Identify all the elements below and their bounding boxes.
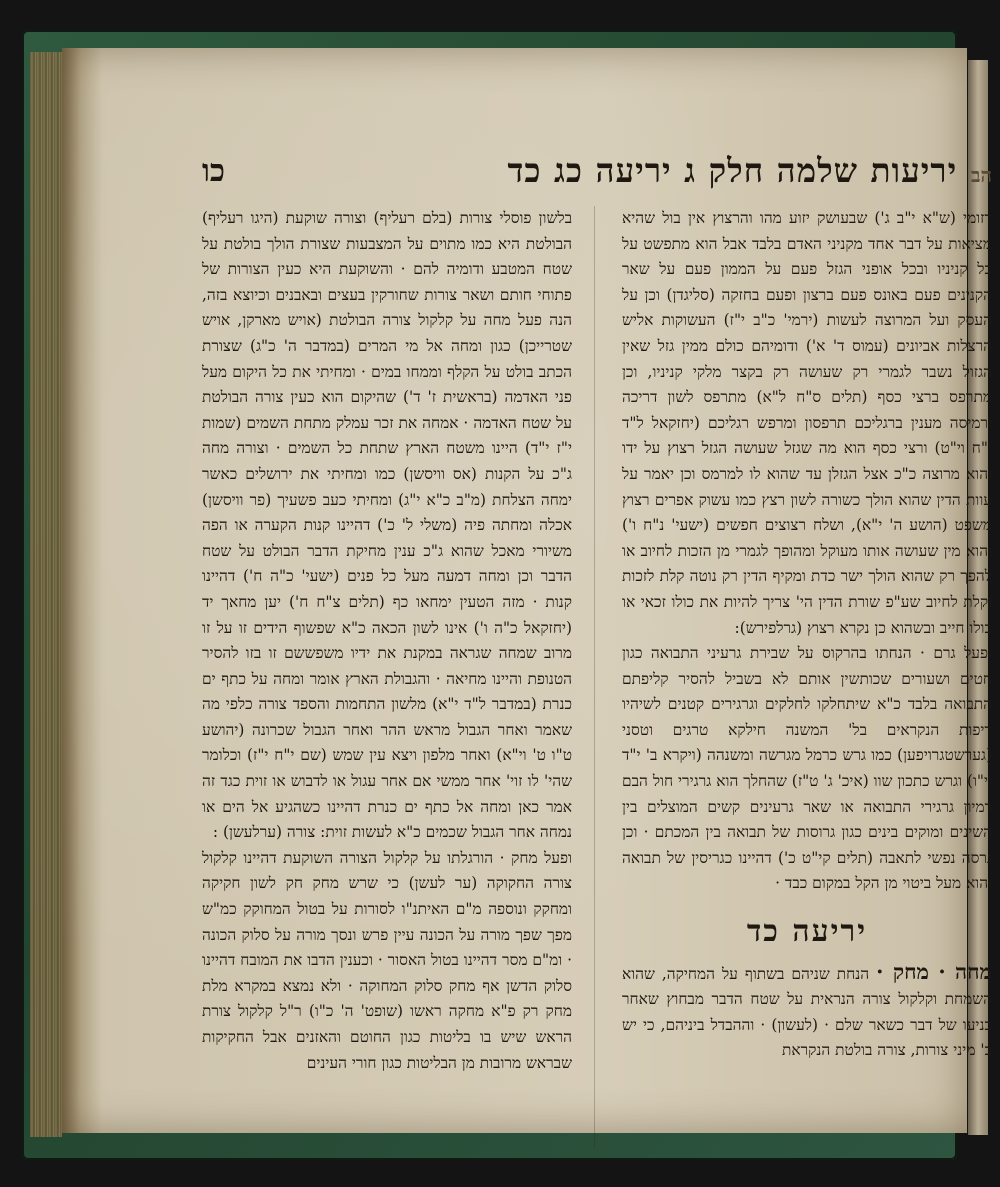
paragraph: רזומי (ש"א י"ב ג') שבעושק יזוע מהו והרצוץ אין בול שהיא מציאות על דבר אחד מקניני האדם בלבד אבל הוא מתפשט על כל קניניו ובכל אופני הגזל פעם על הממון פעם על שאר הקנינים פעם באונס פעם ברצון ופעם בחזקה (סליגדן) וכן על העסק ועל המרוצה לעשות (ירמי' כ"ב י"ז) העשוקות אליש הרצלות אביונים (עמוס ד' א') ודומיהם כולם ממין גזל שאין הגזול נשבר לגמרי רק שעושה רק בקצר מלקי קניניו, וכן מתרפס ברצי כסף (תלים ס"ח ל"א) מתרפס לשון דריכה ורמיסה מענין ברגליכם תרפסון ומרפש רגליכם (יחזקאל ל"ד י"ח וי"ט) ורצי כסף הוא מה שגזל שעושה הגזל רצוץ על ידו והוא מרוצה כ"כ אצל הגזלן עד שהוא לו למרמס וכן יאמר על עוות הדין שהוא הולך כשורה לשון רצץ כמו עשוק אפרים רצוץ משפט (הושע ה' י"א), ושלח רצוצים חפשים (ישעי' נ"ח ו') והוא מין שעושה אותו מעוקל ומהופך לגמרי מן הזכות לחיוב או להפך רק שהוא הולך ישר כדת ומקיף הדין רק נוטה קלת לזכות וקלת לחיוב שע"פ שורת הדין הי' צריך להיות את כולו זכאי או כולו חייב ובשהוא כן נקרא רצוץ (גרלפירש):: [622, 209, 992, 637]
entry-head: מחה · מחק ·: [876, 958, 992, 984]
running-header: [202, 148, 992, 194]
page-block-edge: [30, 52, 62, 1137]
entry-paragraph: [622, 959, 992, 1064]
header-title: [508, 151, 992, 191]
right-column: [622, 206, 992, 1064]
paragraph: ופעל גרם · הנחתו בהרקוס על שבירת גרעיני התבואה כגון חטים ושעורים שכותשין אותם לא בשביל להסיר קליפתם התבואה בלבד כ"א שיתחלקו לחלקים וגרגירים קטנים לשיהיו ריפות הנקראים בל' המשנה חילקא טרגים וטסני (גערשטגרויפען) כמו גרש כרמל מגרשה ומשנהה (ויקרא ב' י"ד וי"ו) וגרש כתכון שוו (איכ' ג' ט"ז) שהחלך הוא גרגירי חול הבם דמיון גרגירי התבואה או שאר גרעינים קשים המוצלים בין השינים ומוקים בינים כגון גרוסות של תבואה בין המכתם · וכן גרסה נפשי לתאבה (תלים קי"ט כ') דהיינו כגריסין של תבואה והוא מעל ביטוי מן הקל במקום כבד ·: [622, 644, 992, 893]
book-page: [62, 48, 992, 1133]
column-divider: [594, 206, 595, 1148]
left-column: [202, 206, 572, 1076]
header-catchword: הב: [970, 163, 992, 187]
page-text-area: [202, 148, 992, 1148]
entry-text: הנחת שניהם בשתוף על המחיקה, שהוא השמחת וקלקול צורה הנראית על שטח הדבר מבחוץ שאחר כניעו של דבר כשאר שלם · (לעשון) · וההבדל ביניהם, כי יש ב' מיני צורות, צורה בולטת הנקראת: [622, 964, 992, 1060]
text-columns: [202, 206, 992, 1148]
paragraph: ופעל מחק · הורגלתו על קלקול הצורה השוקעת דהיינו קלקול צורה החקוקה (ער לעשן) כי שרש מחק חק לשון חקיקה ומחקק ונוספה מ"ם האיתנ"ו לסורות על בטול המחוקק כמ"ש מפך שפך מורה על הכונה עיין פרש ונסך מורה על סלוק הכונה · ומ"ם מסר דהיינו בטול האסור · וכענין הדבו את המובח דהיינו סלוק הדשן אף מחק סלוק המחוקה · ולא נמצא במקרא מלת מחק רק פ"א מחקה ראשו (שופט' ה' כ"ו) ר"ל קלקול צורת הראש שיש בו בליטות כגון החוטם והאזנים אבל החקיקות שבראש מרובות מן הבליטות כגון חורי העינים: [202, 848, 572, 1072]
paragraph: בלשון פוסלי צורות (בלם רעליף) וצורה שוקעת (היגו רעליף) הבולטת היא כמו מתוים על המצבעות שצורת הולך בולטת על שטח המטבע ודומיה להם · והשוקעת היא כעין הצורות של פתוחי חותם ושאר צורות שחורקין בעצים ובאבנים וכיוצא בזה, הנה פעל מחה על קלקול צורה הבולטת (אויש מארקן, אויש שטרייכן) כגון ומחה אל מי המרים (במדבר ה' כ"ג) שצורת הכתב בולט על הקלף וממחו במים · ומחיתי את כל היקום מעל פני האדמה (בראשית ז' ד') שהיקום הוא כעין צורה הבולטת על שטח האדמה · אמחה את זכר עמלק מתחת השמים (שמות י"ז י"ד) היינו משטח הארץ שתחת כל השמים · וצורה מחה ג"כ על הקנות (אס וויסשן) כמו ומחיתי את ירושלים כאשר ימחה הצלחת (מ"ב כ"א י"ג) ומחיתי כעב פשעיך (פר וויסשן) אכלה ומחתה פיה (משלי ל' כ') דהיינו קנות הקערה או הפה משיורי מאכל שהוא ג"כ ענין מחיקת הדבר הבולט על שטח הדבר וכן ומחה דמעה מעל כל פנים (ישעי' כ"ה ח') דהיינו קנות · מזה הטעין ימחאו כף (תלים צ"ח ח') יען מחאך יד (יחזקאל כ"ה ו') אינו לשון הכאה כ"א שפשוף הידים זו על זו מרוב שמחה שגראה במקנת את ידיו משפששם זו בזו להסיר הטנופת והיינו מחיאה · והגבולת הארץ אומר ומחה על כתף ים כנרת (במדבר ל"ד י"א) מלשון התחמות והספד צורה כלפי מה שאמר ואחר הגבול מראש ההר ואחר הגבול שכרונה (יהושע ט"ו ט' וי"א) ואחר מלפון ויצא עין שמש (שם י"ח י"ז) וכלומר שהי' לו זוי' אחר ממשי אם אחר עגול או לדבוש או זוית כגד זה אמר כאן ומחה אל כתף ים כנרת דהיינו כשהגיע אל הים או נמחה אחר הגבול שכמים כ"א לעשות זוית: צורה (ערלעשן) :: [202, 209, 572, 842]
folio-number: כו: [202, 153, 226, 189]
header-title-text: יריעות שלמה חלק ג יריעה כג כד: [507, 151, 958, 190]
section-title: יריעה כד: [746, 914, 868, 950]
